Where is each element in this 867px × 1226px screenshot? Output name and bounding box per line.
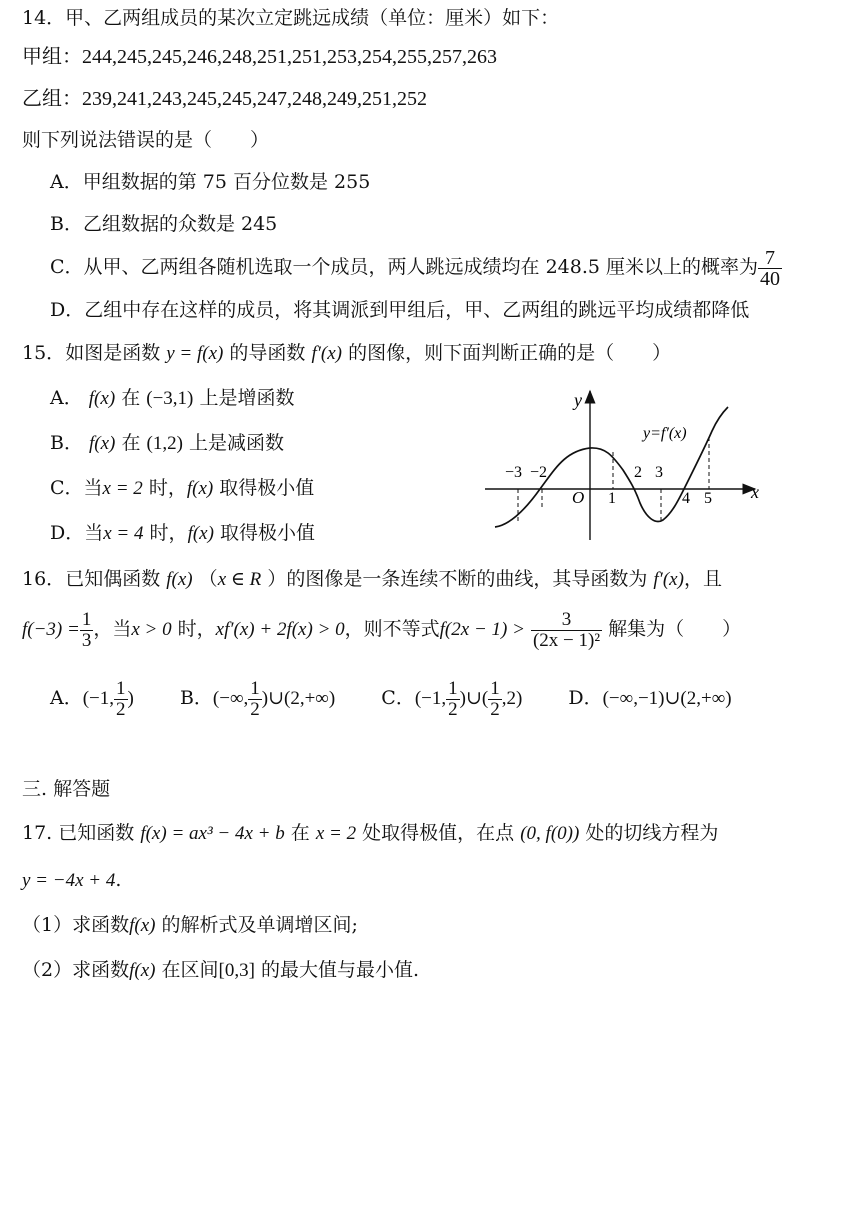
q14-c-numerator: 7 xyxy=(758,248,782,269)
q16-c-num2: 1 xyxy=(490,677,500,699)
q15-option-a xyxy=(50,385,294,412)
q15-b-label: B． xyxy=(50,432,83,454)
q14-group-a-data: 244,245,245,246,248,251,251,253,254,255,257,263 xyxy=(82,46,497,68)
q15-d-fx: f(x) xyxy=(187,523,214,544)
tick-1: 1 xyxy=(608,490,616,507)
curve-label: y=f′(x) xyxy=(643,425,687,442)
q15-c-mid: 时， xyxy=(148,477,187,499)
q16-c-1: (−1, xyxy=(414,688,447,709)
q15-c-fx: f(x) xyxy=(186,478,214,499)
q16-math-3: f′(x) xyxy=(653,569,684,590)
q16-text-4: ，且 xyxy=(683,568,722,590)
section-3-title: 三. 解答题 xyxy=(22,778,111,800)
q16-a-num: 1 xyxy=(116,677,126,699)
q16-one-third xyxy=(80,610,94,651)
q16-c-num1: 1 xyxy=(448,677,458,699)
q16-text-7: ，则不等式 xyxy=(344,618,440,640)
q16-c-label: C． xyxy=(381,687,415,709)
q17-period: . xyxy=(115,869,122,891)
q15-text-3: 的图像，则下面判断正确的是（ ） xyxy=(348,342,672,364)
q17-text-3: 处取得极值，在点 xyxy=(362,822,515,844)
q17-math-1: f(x) = ax³ − 4x + b xyxy=(140,823,285,844)
tick-4: 4 xyxy=(682,490,690,507)
q14-option-d: D．乙组中存在这样的成员，将其调派到甲组后，甲、乙两组的跳远平均成绩都降低 xyxy=(50,299,750,321)
q16-options xyxy=(50,673,732,724)
tick-2: 2 xyxy=(634,464,642,481)
q17-math-2: x = 2 xyxy=(315,823,357,844)
y-axis-label: y xyxy=(574,390,582,410)
q15-text-2: 的导函数 xyxy=(229,342,306,364)
q16-c-den1: 2 xyxy=(448,698,458,720)
q16-b-2: )∪(2,+∞) xyxy=(261,688,336,709)
q15-option-b xyxy=(50,430,284,457)
q15-c-label: C．当 xyxy=(50,477,103,499)
q15-b-end: 上是减函数 xyxy=(188,432,284,454)
q17-math-3: (0, f(0)) xyxy=(520,823,580,844)
q16-text-8: 解集为（ ） xyxy=(608,618,742,640)
q14-group-a xyxy=(22,43,497,70)
q16-text-5: ，当 xyxy=(93,618,132,640)
q15-d-label: D．当 xyxy=(50,522,104,544)
q16-number: 16． xyxy=(22,568,66,590)
q17-p1-text-2: 的解析式及单调增区间; xyxy=(161,914,358,936)
q16-c-3: ,2) xyxy=(501,688,523,709)
q16-f-neg3: f(−3) = xyxy=(22,619,80,640)
q16-c-2: )∪( xyxy=(459,688,489,709)
q16-a-1: (−1, xyxy=(82,688,115,709)
q16-b-1: (−∞, xyxy=(212,688,249,709)
q16-text-3: ）的图像是一条连续不断的曲线，其导函数为 xyxy=(267,568,648,590)
q16-stem-line2 xyxy=(22,604,741,655)
q16-a-frac xyxy=(114,679,128,720)
q15-a-interval: (−3,1) xyxy=(146,388,194,409)
q15-b-interval: (1,2) xyxy=(146,433,183,454)
q16-math-4: x > 0 xyxy=(131,619,172,640)
q17-p2-fx: f(x) xyxy=(129,960,156,981)
q16-b-den: 2 xyxy=(250,698,260,720)
q15-stem xyxy=(22,340,671,367)
q17-text-4: 处的切线方程为 xyxy=(585,822,719,844)
q16-c-frac2 xyxy=(488,679,502,720)
q15-d-end: 取得极小值 xyxy=(219,522,315,544)
q16-c-frac1 xyxy=(446,679,460,720)
q14-stem: 14．甲、乙两组成员的某次立定跳远成绩（单位：厘米）如下： xyxy=(22,7,560,29)
q16-text-2: （ xyxy=(198,568,218,590)
q16-b-label: B． xyxy=(179,687,213,709)
q16-stem-line1 xyxy=(22,566,722,593)
q15-math-1: y = f(x) xyxy=(166,343,224,364)
q17-stem-line1 xyxy=(22,820,718,847)
q14-option-b: B．乙组数据的众数是 245 xyxy=(50,213,278,235)
q16-d-1: (−∞,−1)∪(2,+∞) xyxy=(602,688,732,709)
q17-p2-text-3: 的最大值与最小值. xyxy=(260,959,420,981)
q16-rhs-fraction xyxy=(531,610,602,651)
tick-3: 3 xyxy=(655,464,663,481)
q16-rhs-num: 3 xyxy=(531,610,602,631)
q14-ask: 则下列说法错误的是（ ） xyxy=(22,129,270,151)
q16-one-third-num: 1 xyxy=(81,608,92,630)
q14-option-c-text: C．从甲、乙两组各随机选取一个成员，两人跳远成绩均在 248.5 厘米以上的概率为 xyxy=(50,256,759,278)
q16-a-2: ) xyxy=(127,688,134,709)
q15-a-fx: f(x) xyxy=(88,388,116,409)
q14-group-b-data: 239,241,243,245,245,247,248,249,251,252 xyxy=(82,88,427,110)
q17-stem-line2 xyxy=(22,867,121,894)
q17-p2-interval: [0,3] xyxy=(218,960,255,981)
q17-p1-text-1: （1）求函数 xyxy=(22,914,130,936)
q15-text-1: 如图是函数 xyxy=(65,342,161,364)
q17-part-2 xyxy=(22,957,419,984)
q15-number: 15． xyxy=(22,342,66,364)
q14-option-a: A．甲组数据的第 75 百分位数是 255 xyxy=(50,171,371,193)
q15-option-d xyxy=(50,520,315,547)
q14-option-c-fraction xyxy=(758,248,782,289)
q15-b-fx: f(x) xyxy=(89,433,116,454)
q17-p2-text-1: （2）求函数 xyxy=(22,959,130,981)
q15-b-mid: 在 xyxy=(121,432,141,454)
q16-math-6: f(2x − 1) > xyxy=(439,619,525,640)
q16-c-den2: 2 xyxy=(490,698,500,720)
q15-a-end: 上是增函数 xyxy=(199,387,295,409)
q14-group-b-label: 乙组： xyxy=(22,86,82,110)
q15-c-x: x = 2 xyxy=(102,478,143,499)
q17-part-1 xyxy=(22,912,358,939)
q17-tangent-eq: y = −4x + 4 xyxy=(22,870,116,891)
q14-group-b xyxy=(22,85,427,112)
q14-group-a-label: 甲组： xyxy=(22,44,82,68)
q15-a-mid: 在 xyxy=(121,387,141,409)
q14-c-denominator: 40 xyxy=(760,267,781,290)
q15-math-2: f′(x) xyxy=(311,343,343,364)
q16-b-num: 1 xyxy=(250,677,260,699)
tick-5: 5 xyxy=(704,490,712,507)
tick-neg3: −3 xyxy=(505,464,523,481)
q16-a-label: A． xyxy=(50,687,83,709)
q15-d-x: x = 4 xyxy=(103,523,144,544)
q17-text-2: 在 xyxy=(290,822,310,844)
q15-a-label: A． xyxy=(50,387,83,409)
tick-neg2: −2 xyxy=(530,464,548,481)
q16-b-frac xyxy=(248,679,262,720)
q17-p1-fx: f(x) xyxy=(129,915,156,936)
q16-one-third-den: 3 xyxy=(81,629,92,651)
q17-number: 17. xyxy=(22,822,53,844)
q16-math-1: f(x) xyxy=(166,569,193,590)
q15-d-mid: 时， xyxy=(149,522,188,544)
q16-d-label: D． xyxy=(568,687,603,709)
q16-math-5: xf′(x) + 2f(x) > 0 xyxy=(215,619,345,640)
q16-text-1: 已知偶函数 xyxy=(65,568,161,590)
q16-a-den: 2 xyxy=(116,698,126,720)
q16-math-2: x ∈ R xyxy=(217,569,262,590)
origin-label: O xyxy=(572,488,585,507)
q15-option-c xyxy=(50,475,314,502)
q17-p2-text-2: 在区间 xyxy=(161,959,219,981)
q14-option-c xyxy=(50,244,782,290)
q16-rhs-den: (2x − 1)² xyxy=(532,629,601,651)
q16-text-6: 时， xyxy=(177,618,216,640)
derivative-graph xyxy=(480,385,770,550)
q15-c-end: 取得极小值 xyxy=(219,477,315,499)
x-axis-label: x xyxy=(751,482,759,502)
q17-text-1: 已知函数 xyxy=(58,822,135,844)
